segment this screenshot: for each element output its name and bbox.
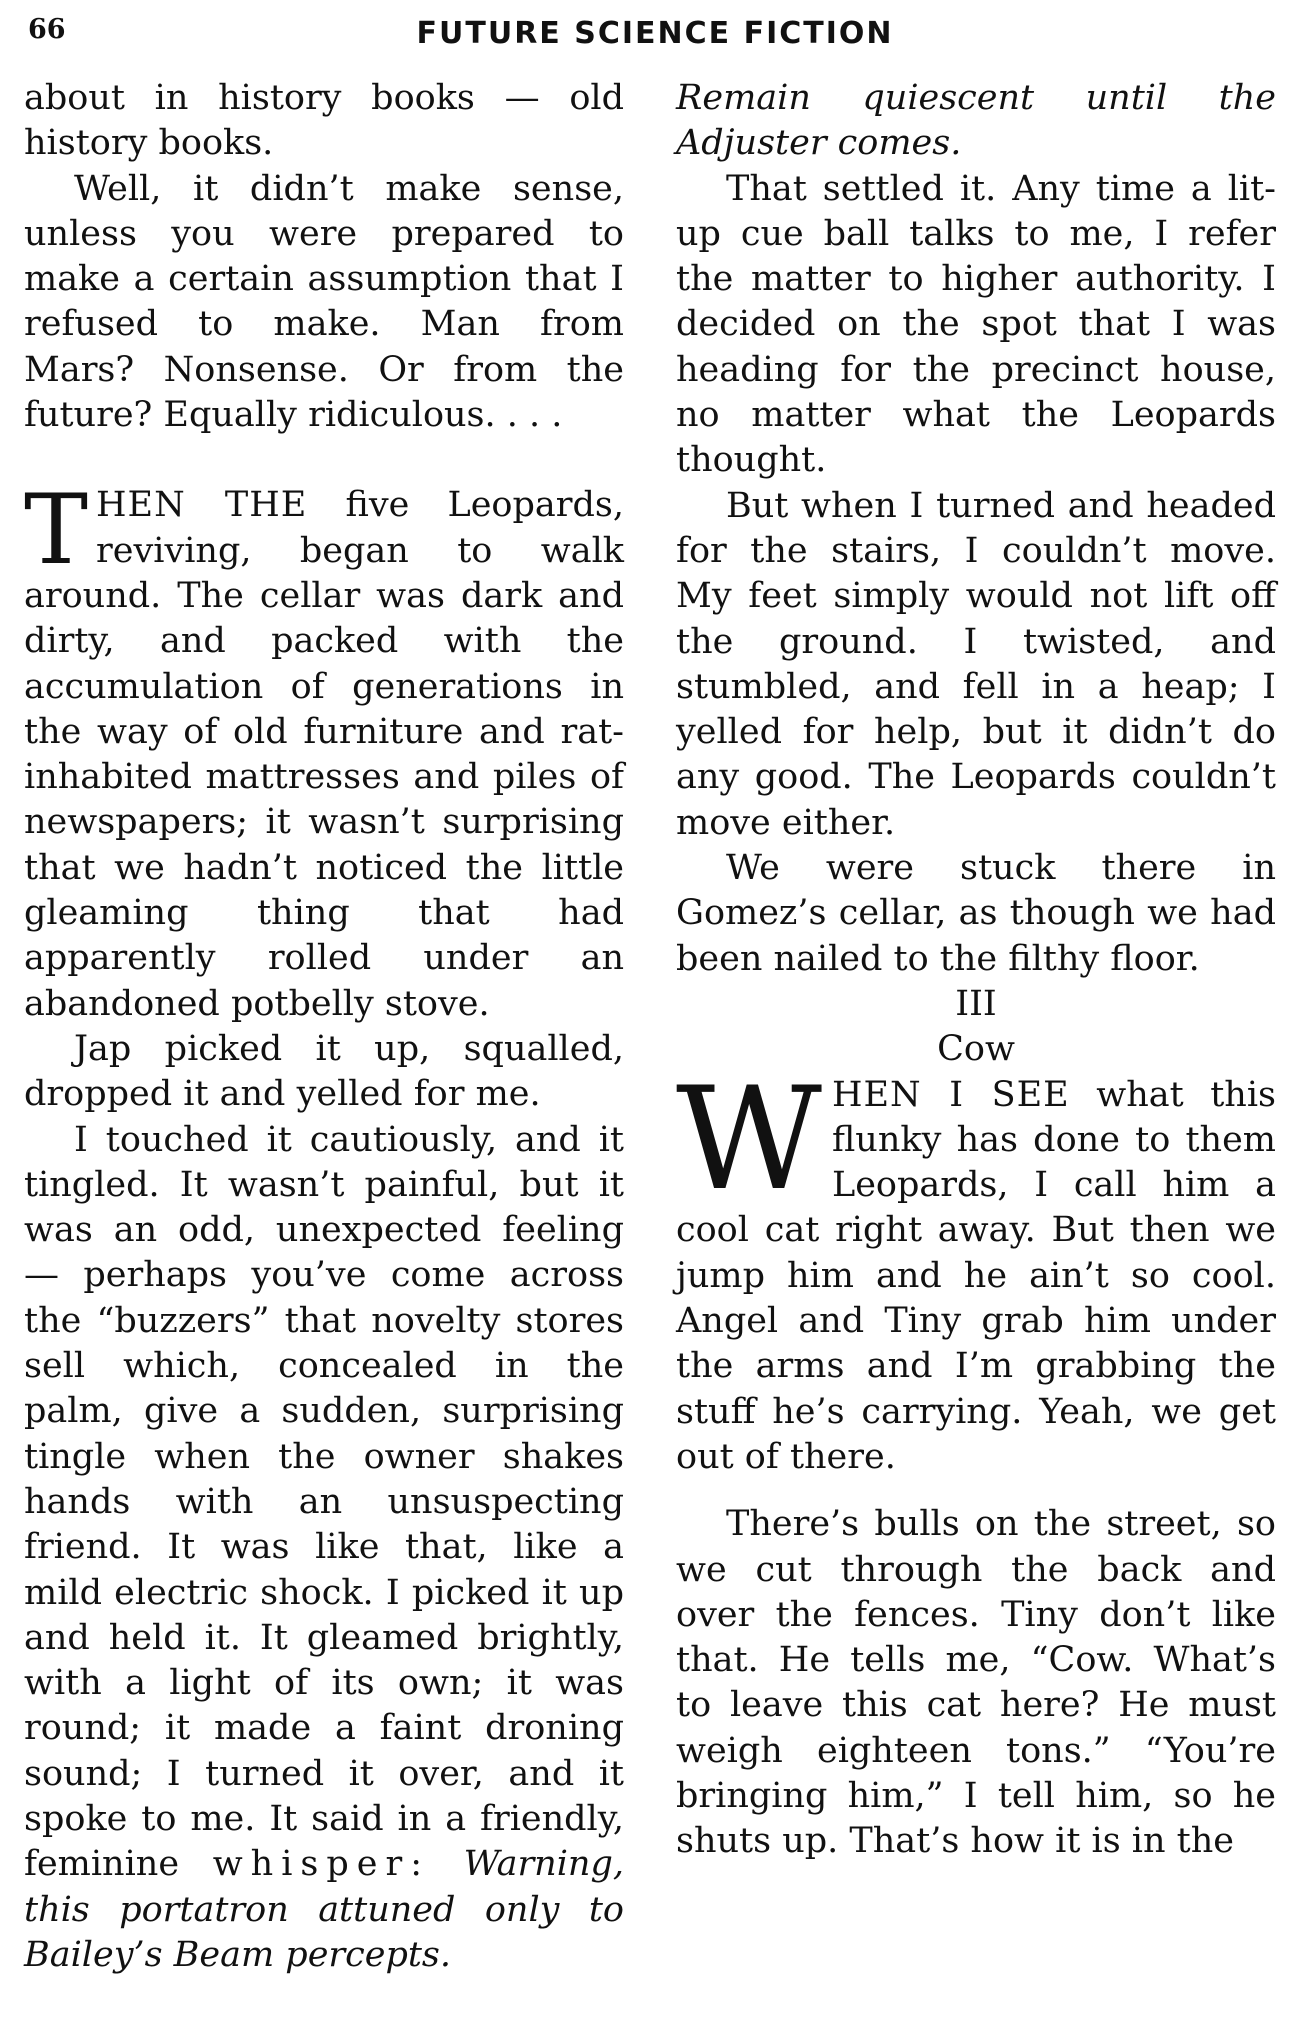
paragraph <box>24 1118 624 1979</box>
paragraph-dropcap <box>24 474 624 1027</box>
paragraph <box>24 76 624 167</box>
paragraph-text: what this flunky has done to them Leopards, I call him a cool cat right away. But then we jump him and he ain’t so cool. Angel and Tiny grab him under the arms and I’m grabbing the stuff he’s carrying. Yeah, we get out of there. <box>676 1074 1276 1477</box>
page-number: 66 <box>28 14 66 45</box>
paragraph-text: about in history books — old history books. <box>24 78 624 164</box>
paragraph: Jap picked it up, squalled, dropped it and yelled for me. <box>24 1028 624 1115</box>
paragraph-text: I touched it cautiously, and it tingled. It wasn’t painful, but it was an odd, unexpected feeling — perhaps you’ve come across the “buzzers” that novelty stores sell which, concealed in the palm, give a sudden, surprising tingle when the owner shakes hands with an unsuspecting friend. It was like that, like a mild electric shock. I picked it up and held it. It gleamed brightly, with a light of its own; it was round; it made a faint droning sound; I turned it over, and it spoke to me. It said in a friendly, feminine <box>24 1119 624 1885</box>
section-break <box>24 438 624 483</box>
running-title: FUTURE SCIENCE FICTION <box>416 16 894 51</box>
section-title: Cow <box>937 1029 1015 1070</box>
spaced-word: whisper: <box>212 1844 430 1885</box>
paragraph: That settled it. Any time a lit-up cue ball talks to me, I refer the matter to higher authority. I decided on the spot that I was heading for the precinct house, no matter what the Leopards thought. <box>676 168 1276 481</box>
italic-text: Warning, this portatron attuned only to Bailey’s Beam percepts. <box>24 1844 624 1975</box>
paragraph: Well, it didn’t make sense, unless you were prepared to make a certain assumption that I refused to make. Man from Mars? Nonsense. Or from the future? Equally ridiculous. . . . <box>24 168 624 436</box>
drop-cap: T <box>24 474 89 587</box>
paragraph-text: five Leopards, reviving, began to walk around. The cellar was dark and dirty, and packed with the accumulation of generations in the way of old furniture and rat-inhabited mattresses and piles of newspapers; it wasn’t surprising that we hadn’t noticed the little gleaming thing that had apparently rolled under an abandoned potbelly stove. <box>24 485 624 1024</box>
paragraph-gap <box>676 1480 1276 1502</box>
right-column <box>676 76 1276 1865</box>
page-header <box>24 10 1286 50</box>
section-number: III <box>955 983 997 1024</box>
paragraph-italic: Remain quiescent until the Adjuster comes. <box>676 78 1276 164</box>
left-column <box>24 76 624 1978</box>
paragraph: We were stuck there in Gomez’s cellar, as though we had been nailed to the filthy floor. <box>676 848 1276 979</box>
smallcaps-lead: HEN THE <box>96 485 308 526</box>
smallcaps-lead: HEN I SEE <box>831 1074 1070 1115</box>
paragraph: There’s bulls on the street, so we cut through the back and over the fences. Tiny don’t like that. He tells me, “Cow. What’s to leave this cat here? He must weigh eighteen tons.” “You’re bringing him,” I tell him, so he shuts up. That’s how it is in the <box>676 1504 1276 1862</box>
paragraph: But when I turned and headed for the stairs, I couldn’t move. My feet simply would not lift off the ground. I twisted, and stumbled, and fell in a heap; I yelled for help, but it didn’t do any good. The Leopards couldn’t move either. <box>676 485 1276 843</box>
drop-cap: W <box>676 1056 822 1222</box>
paragraph-dropcap <box>676 1056 1276 1481</box>
